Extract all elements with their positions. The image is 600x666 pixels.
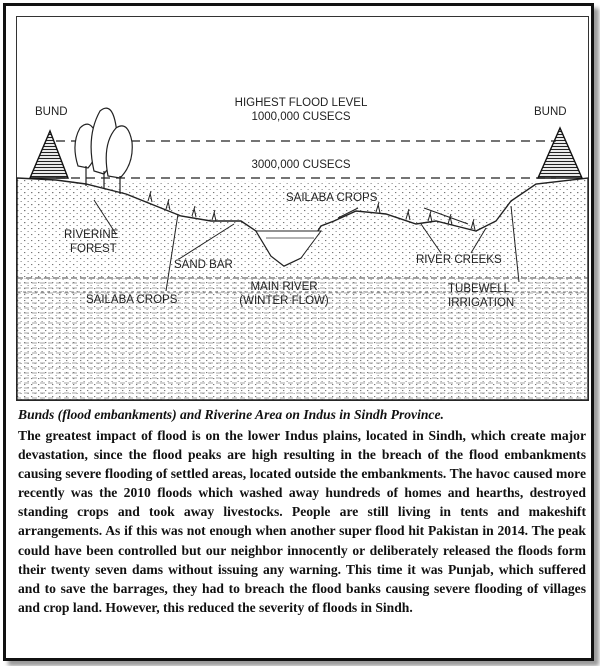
label-main-river-line1: MAIN RIVER — [250, 281, 318, 293]
figure-caption: Bunds (flood embankments) and Riverine Area on Indus in Sindh Province. — [18, 407, 444, 422]
label-main-river-line2: (WINTER FLOW) — [239, 295, 329, 307]
label-bund-right: BUND — [534, 106, 567, 118]
label-sand-bar: SAND BAR — [174, 259, 233, 271]
label-riverine-forest-line2: FOREST — [70, 243, 117, 255]
label-tubewell-line1: TUBEWELL — [448, 283, 510, 295]
indus-cross-section-diagram — [16, 16, 589, 401]
label-riverine-forest-line1: RIVERINE — [64, 229, 119, 241]
body-paragraph: The greatest impact of flood is on the lower Indus plains, located in Sindh, which create major devastation, since the flood peaks are high resulting in the breach of the flood embankments causing severe flooding of settled areas, located outside the embankments. The havoc caused more recently was the 2010 floods which washed away hundreds of homes and hearths, destroyed standing crops and took away livestocks. People are still living in tents and makeshift arrangements. As if this was not enough when another super flood hit Pakistan in 2014. The peak could have been controlled but our neighbor innocently or deliberately released the floods form their twenty seven dams without issuing any warning. This time it was Punjab, which suffered and to save the barrages, they had to breach the flood banks causing severe flooding of villages and crop land. However, this reduced the severity of floods in Sindh. — [18, 428, 586, 615]
label-sailaba-crops-upper: SAILABA CROPS — [286, 192, 378, 204]
label-river-creeks: RIVER CREEKS — [416, 254, 502, 266]
label-tubewell-line2: IRRIGATION — [448, 297, 515, 309]
label-bund-left: BUND — [35, 106, 68, 118]
label-highest-flood-cusecs: 1000,000 CUSECS — [251, 111, 351, 123]
label-highest-flood-level: HIGHEST FLOOD LEVEL — [234, 97, 368, 109]
label-mid-flood-cusecs: 3000,000 CUSECS — [251, 159, 351, 171]
figure-frame — [3, 3, 594, 661]
label-sailaba-crops-lower: SAILABA CROPS — [86, 294, 178, 306]
